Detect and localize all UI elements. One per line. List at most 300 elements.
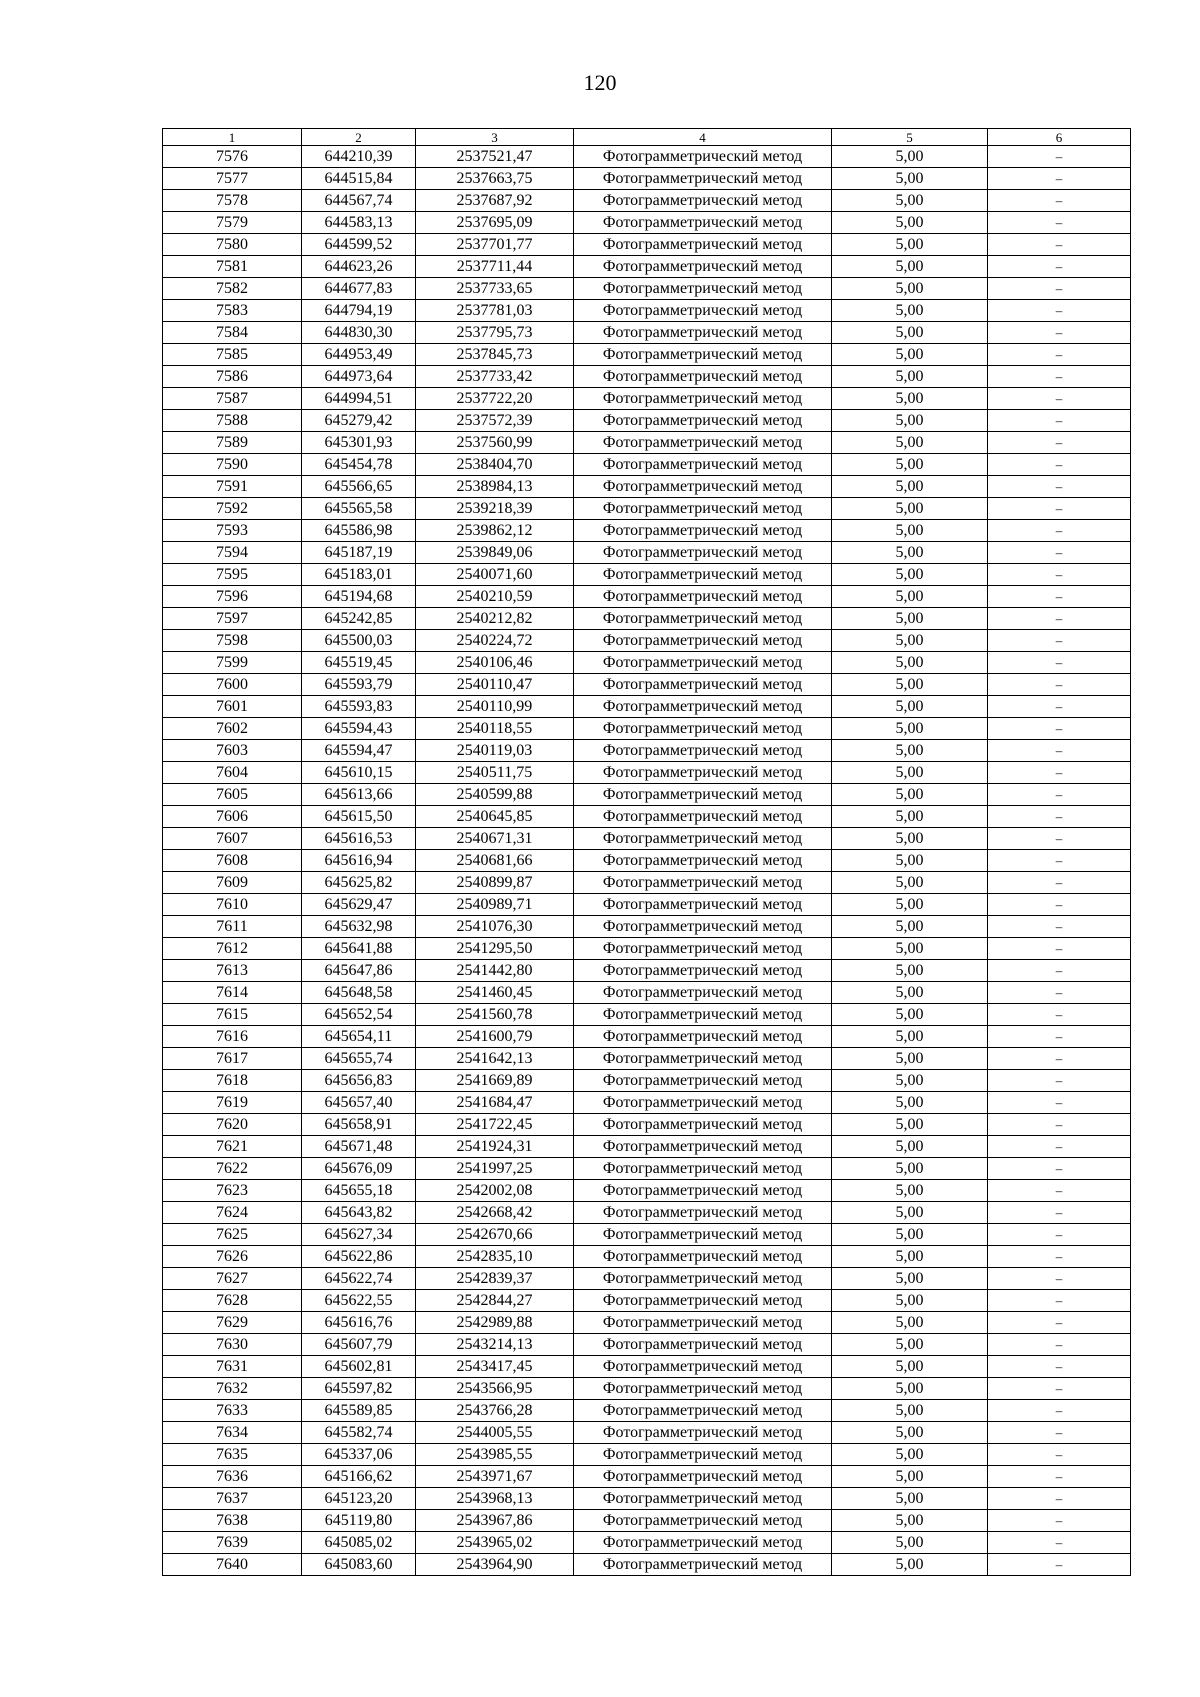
x-coordinate-cell: 645658,91: [302, 1114, 416, 1136]
accuracy-cell: 5,00: [832, 718, 988, 740]
table-row: [163, 1400, 1131, 1422]
table-row: [163, 1158, 1131, 1180]
method-cell: Фотограмметрический метод: [574, 960, 832, 982]
x-coordinate-cell: 645625,82: [302, 872, 416, 894]
y-coordinate-cell: 2539862,12: [416, 520, 574, 542]
point-number-cell: 7583: [163, 300, 302, 322]
point-number-cell: 7596: [163, 586, 302, 608]
y-coordinate-cell: 2541295,50: [416, 938, 574, 960]
note-cell: –: [988, 916, 1131, 938]
y-coordinate-cell: 2537845,73: [416, 344, 574, 366]
point-number-cell: 7608: [163, 850, 302, 872]
point-number-cell: 7620: [163, 1114, 302, 1136]
note-cell: –: [988, 256, 1131, 278]
table-row: [163, 1048, 1131, 1070]
note-cell: –: [988, 938, 1131, 960]
x-coordinate-cell: 645593,79: [302, 674, 416, 696]
method-cell: Фотограмметрический метод: [574, 190, 832, 212]
method-cell: Фотограмметрический метод: [574, 1070, 832, 1092]
y-coordinate-cell: 2544005,55: [416, 1422, 574, 1444]
point-number-cell: 7590: [163, 454, 302, 476]
table-row: [163, 1290, 1131, 1312]
point-number-cell: 7605: [163, 784, 302, 806]
y-coordinate-cell: 2540210,59: [416, 586, 574, 608]
y-coordinate-cell: 2540119,03: [416, 740, 574, 762]
table-row: [163, 586, 1131, 608]
point-number-cell: 7638: [163, 1510, 302, 1532]
table-row: [163, 1444, 1131, 1466]
note-cell: –: [988, 1048, 1131, 1070]
method-cell: Фотограмметрический метод: [574, 1290, 832, 1312]
method-cell: Фотограмметрический метод: [574, 1466, 832, 1488]
accuracy-cell: 5,00: [832, 1136, 988, 1158]
y-coordinate-cell: 2541460,45: [416, 982, 574, 1004]
table-row: [163, 1334, 1131, 1356]
y-coordinate-cell: 2540599,88: [416, 784, 574, 806]
note-cell: –: [988, 300, 1131, 322]
table-row: [163, 278, 1131, 300]
note-cell: –: [988, 630, 1131, 652]
method-cell: Фотограмметрический метод: [574, 1092, 832, 1114]
note-cell: –: [988, 1114, 1131, 1136]
note-cell: –: [988, 410, 1131, 432]
method-cell: Фотограмметрический метод: [574, 322, 832, 344]
accuracy-cell: 5,00: [832, 520, 988, 542]
table-row: [163, 1004, 1131, 1026]
method-cell: Фотограмметрический метод: [574, 498, 832, 520]
table-row: [163, 762, 1131, 784]
method-cell: Фотограмметрический метод: [574, 1268, 832, 1290]
point-number-cell: 7577: [163, 168, 302, 190]
table-row: [163, 1554, 1131, 1576]
accuracy-cell: 5,00: [832, 806, 988, 828]
accuracy-cell: 5,00: [832, 322, 988, 344]
y-coordinate-cell: 2537560,99: [416, 432, 574, 454]
method-cell: Фотограмметрический метод: [574, 872, 832, 894]
point-number-cell: 7639: [163, 1532, 302, 1554]
x-coordinate-cell: 645566,65: [302, 476, 416, 498]
method-cell: Фотограмметрический метод: [574, 432, 832, 454]
table-row: [163, 1422, 1131, 1444]
accuracy-cell: 5,00: [832, 1466, 988, 1488]
y-coordinate-cell: 2541076,30: [416, 916, 574, 938]
point-number-cell: 7586: [163, 366, 302, 388]
note-cell: –: [988, 322, 1131, 344]
method-cell: Фотограмметрический метод: [574, 564, 832, 586]
point-number-cell: 7594: [163, 542, 302, 564]
note-cell: –: [988, 1026, 1131, 1048]
point-number-cell: 7601: [163, 696, 302, 718]
x-coordinate-cell: 644515,84: [302, 168, 416, 190]
x-coordinate-cell: 645083,60: [302, 1554, 416, 1576]
y-coordinate-cell: 2538984,13: [416, 476, 574, 498]
note-cell: –: [988, 1268, 1131, 1290]
x-coordinate-cell: 645655,74: [302, 1048, 416, 1070]
method-cell: Фотограмметрический метод: [574, 1224, 832, 1246]
y-coordinate-cell: 2540110,47: [416, 674, 574, 696]
accuracy-cell: 5,00: [832, 1224, 988, 1246]
point-number-cell: 7632: [163, 1378, 302, 1400]
table-row: [163, 850, 1131, 872]
note-cell: –: [988, 1444, 1131, 1466]
table-row: [163, 872, 1131, 894]
note-cell: –: [988, 1224, 1131, 1246]
method-cell: Фотограмметрический метод: [574, 916, 832, 938]
accuracy-cell: 5,00: [832, 1290, 988, 1312]
accuracy-cell: 5,00: [832, 1202, 988, 1224]
point-number-cell: 7618: [163, 1070, 302, 1092]
y-coordinate-cell: 2537722,20: [416, 388, 574, 410]
point-number-cell: 7602: [163, 718, 302, 740]
x-coordinate-cell: 644953,49: [302, 344, 416, 366]
point-number-cell: 7625: [163, 1224, 302, 1246]
method-cell: Фотограмметрический метод: [574, 1554, 832, 1576]
table-row: [163, 1136, 1131, 1158]
note-cell: –: [988, 718, 1131, 740]
note-cell: –: [988, 476, 1131, 498]
method-cell: Фотограмметрический метод: [574, 1246, 832, 1268]
accuracy-cell: 5,00: [832, 1400, 988, 1422]
point-number-cell: 7576: [163, 146, 302, 168]
accuracy-cell: 5,00: [832, 762, 988, 784]
x-coordinate-cell: 645519,45: [302, 652, 416, 674]
point-number-cell: 7634: [163, 1422, 302, 1444]
y-coordinate-cell: 2540106,46: [416, 652, 574, 674]
table-row: [163, 1268, 1131, 1290]
method-cell: Фотограмметрический метод: [574, 982, 832, 1004]
y-coordinate-cell: 2542839,37: [416, 1268, 574, 1290]
method-cell: Фотограмметрический метод: [574, 696, 832, 718]
note-cell: –: [988, 828, 1131, 850]
y-coordinate-cell: 2540681,66: [416, 850, 574, 872]
note-cell: –: [988, 520, 1131, 542]
note-cell: –: [988, 1136, 1131, 1158]
y-coordinate-cell: 2541924,31: [416, 1136, 574, 1158]
y-coordinate-cell: 2540118,55: [416, 718, 574, 740]
y-coordinate-cell: 2537733,65: [416, 278, 574, 300]
x-coordinate-cell: 644973,64: [302, 366, 416, 388]
column-header: 3: [416, 129, 574, 146]
table-row: [163, 234, 1131, 256]
x-coordinate-cell: 644599,52: [302, 234, 416, 256]
accuracy-cell: 5,00: [832, 784, 988, 806]
method-cell: Фотограмметрический метод: [574, 1444, 832, 1466]
x-coordinate-cell: 645085,02: [302, 1532, 416, 1554]
x-coordinate-cell: 644623,26: [302, 256, 416, 278]
y-coordinate-cell: 2540071,60: [416, 564, 574, 586]
x-coordinate-cell: 644567,74: [302, 190, 416, 212]
x-coordinate-cell: 645166,62: [302, 1466, 416, 1488]
method-cell: Фотограмметрический метод: [574, 1158, 832, 1180]
point-number-cell: 7595: [163, 564, 302, 586]
method-cell: Фотограмметрический метод: [574, 1422, 832, 1444]
x-coordinate-cell: 645647,86: [302, 960, 416, 982]
method-cell: Фотограмметрический метод: [574, 410, 832, 432]
x-coordinate-cell: 645615,50: [302, 806, 416, 828]
table-row: [163, 608, 1131, 630]
x-coordinate-cell: 645586,98: [302, 520, 416, 542]
point-number-cell: 7604: [163, 762, 302, 784]
accuracy-cell: 5,00: [832, 432, 988, 454]
note-cell: –: [988, 1378, 1131, 1400]
y-coordinate-cell: 2541600,79: [416, 1026, 574, 1048]
point-number-cell: 7592: [163, 498, 302, 520]
accuracy-cell: 5,00: [832, 190, 988, 212]
y-coordinate-cell: 2543214,13: [416, 1334, 574, 1356]
point-number-cell: 7613: [163, 960, 302, 982]
table-row: [163, 1246, 1131, 1268]
point-number-cell: 7616: [163, 1026, 302, 1048]
y-coordinate-cell: 2541669,89: [416, 1070, 574, 1092]
point-number-cell: 7593: [163, 520, 302, 542]
table-row: [163, 718, 1131, 740]
point-number-cell: 7585: [163, 344, 302, 366]
accuracy-cell: 5,00: [832, 1180, 988, 1202]
table-row: [163, 410, 1131, 432]
y-coordinate-cell: 2537695,09: [416, 212, 574, 234]
accuracy-cell: 5,00: [832, 388, 988, 410]
method-cell: Фотограмметрический метод: [574, 718, 832, 740]
x-coordinate-cell: 645671,48: [302, 1136, 416, 1158]
table-row: [163, 916, 1131, 938]
y-coordinate-cell: 2542002,08: [416, 1180, 574, 1202]
accuracy-cell: 5,00: [832, 564, 988, 586]
note-cell: –: [988, 1488, 1131, 1510]
table-row: [163, 1202, 1131, 1224]
accuracy-cell: 5,00: [832, 542, 988, 564]
table-row: [163, 1114, 1131, 1136]
y-coordinate-cell: 2541642,13: [416, 1048, 574, 1070]
x-coordinate-cell: 644794,19: [302, 300, 416, 322]
table-body: [163, 146, 1131, 1576]
table-row: [163, 388, 1131, 410]
point-number-cell: 7627: [163, 1268, 302, 1290]
point-number-cell: 7582: [163, 278, 302, 300]
x-coordinate-cell: 645655,18: [302, 1180, 416, 1202]
method-cell: Фотограмметрический метод: [574, 806, 832, 828]
y-coordinate-cell: 2543566,95: [416, 1378, 574, 1400]
accuracy-cell: 5,00: [832, 586, 988, 608]
x-coordinate-cell: 645607,79: [302, 1334, 416, 1356]
point-number-cell: 7612: [163, 938, 302, 960]
table-row: [163, 740, 1131, 762]
accuracy-cell: 5,00: [832, 608, 988, 630]
method-cell: Фотограмметрический метод: [574, 388, 832, 410]
method-cell: Фотограмметрический метод: [574, 1180, 832, 1202]
x-coordinate-cell: 645643,82: [302, 1202, 416, 1224]
accuracy-cell: 5,00: [832, 212, 988, 234]
note-cell: –: [988, 608, 1131, 630]
table-header-row: [163, 129, 1131, 146]
method-cell: Фотограмметрический метод: [574, 278, 832, 300]
note-cell: –: [988, 146, 1131, 168]
point-number-cell: 7630: [163, 1334, 302, 1356]
accuracy-cell: 5,00: [832, 652, 988, 674]
accuracy-cell: 5,00: [832, 1092, 988, 1114]
method-cell: Фотограмметрический метод: [574, 1004, 832, 1026]
point-number-cell: 7607: [163, 828, 302, 850]
table-row: [163, 1488, 1131, 1510]
point-number-cell: 7621: [163, 1136, 302, 1158]
method-cell: Фотограмметрический метод: [574, 828, 832, 850]
point-number-cell: 7636: [163, 1466, 302, 1488]
note-cell: –: [988, 1510, 1131, 1532]
note-cell: –: [988, 696, 1131, 718]
column-header: 6: [988, 129, 1131, 146]
note-cell: –: [988, 1532, 1131, 1554]
method-cell: Фотограмметрический метод: [574, 1114, 832, 1136]
accuracy-cell: 5,00: [832, 300, 988, 322]
method-cell: Фотограмметрический метод: [574, 146, 832, 168]
x-coordinate-cell: 644583,13: [302, 212, 416, 234]
table-row: [163, 674, 1131, 696]
note-cell: –: [988, 366, 1131, 388]
method-cell: Фотограмметрический метод: [574, 1026, 832, 1048]
y-coordinate-cell: 2537701,77: [416, 234, 574, 256]
note-cell: –: [988, 586, 1131, 608]
accuracy-cell: 5,00: [832, 366, 988, 388]
point-number-cell: 7578: [163, 190, 302, 212]
table-row: [163, 212, 1131, 234]
accuracy-cell: 5,00: [832, 256, 988, 278]
table-row: [163, 520, 1131, 542]
point-number-cell: 7609: [163, 872, 302, 894]
y-coordinate-cell: 2540989,71: [416, 894, 574, 916]
point-number-cell: 7588: [163, 410, 302, 432]
table-row: [163, 146, 1131, 168]
accuracy-cell: 5,00: [832, 1158, 988, 1180]
table-row: [163, 1092, 1131, 1114]
point-number-cell: 7597: [163, 608, 302, 630]
accuracy-cell: 5,00: [832, 740, 988, 762]
method-cell: Фотограмметрический метод: [574, 256, 832, 278]
x-coordinate-cell: 645641,88: [302, 938, 416, 960]
y-coordinate-cell: 2537663,75: [416, 168, 574, 190]
table-row: [163, 806, 1131, 828]
table-row: [163, 1180, 1131, 1202]
table-row: [163, 190, 1131, 212]
table-row: [163, 960, 1131, 982]
method-cell: Фотограмметрический метод: [574, 586, 832, 608]
table-row: [163, 454, 1131, 476]
method-cell: Фотограмметрический метод: [574, 938, 832, 960]
table-row: [163, 1378, 1131, 1400]
method-cell: Фотограмметрический метод: [574, 366, 832, 388]
point-number-cell: 7598: [163, 630, 302, 652]
table-row: [163, 1070, 1131, 1092]
method-cell: Фотограмметрический метод: [574, 1356, 832, 1378]
accuracy-cell: 5,00: [832, 674, 988, 696]
method-cell: Фотограмметрический метод: [574, 454, 832, 476]
y-coordinate-cell: 2542844,27: [416, 1290, 574, 1312]
accuracy-cell: 5,00: [832, 454, 988, 476]
table-row: [163, 784, 1131, 806]
x-coordinate-cell: 645194,68: [302, 586, 416, 608]
accuracy-cell: 5,00: [832, 1114, 988, 1136]
point-number-cell: 7624: [163, 1202, 302, 1224]
accuracy-cell: 5,00: [832, 1422, 988, 1444]
y-coordinate-cell: 2537795,73: [416, 322, 574, 344]
method-cell: Фотограмметрический метод: [574, 1136, 832, 1158]
accuracy-cell: 5,00: [832, 872, 988, 894]
point-number-cell: 7626: [163, 1246, 302, 1268]
y-coordinate-cell: 2538404,70: [416, 454, 574, 476]
x-coordinate-cell: 645616,94: [302, 850, 416, 872]
accuracy-cell: 5,00: [832, 476, 988, 498]
x-coordinate-cell: 645594,43: [302, 718, 416, 740]
accuracy-cell: 5,00: [832, 828, 988, 850]
x-coordinate-cell: 645622,55: [302, 1290, 416, 1312]
note-cell: –: [988, 850, 1131, 872]
point-number-cell: 7579: [163, 212, 302, 234]
accuracy-cell: 5,00: [832, 938, 988, 960]
accuracy-cell: 5,00: [832, 1026, 988, 1048]
y-coordinate-cell: 2542670,66: [416, 1224, 574, 1246]
point-number-cell: 7633: [163, 1400, 302, 1422]
coordinates-table: [162, 128, 1131, 1576]
x-coordinate-cell: 645632,98: [302, 916, 416, 938]
table-row: [163, 366, 1131, 388]
note-cell: –: [988, 1312, 1131, 1334]
x-coordinate-cell: 645648,58: [302, 982, 416, 1004]
x-coordinate-cell: 645589,85: [302, 1400, 416, 1422]
y-coordinate-cell: 2540645,85: [416, 806, 574, 828]
method-cell: Фотограмметрический метод: [574, 1378, 832, 1400]
table-row: [163, 1466, 1131, 1488]
table-row: [163, 1224, 1131, 1246]
table-row: [163, 1026, 1131, 1048]
method-cell: Фотограмметрический метод: [574, 1202, 832, 1224]
point-number-cell: 7587: [163, 388, 302, 410]
y-coordinate-cell: 2543964,90: [416, 1554, 574, 1576]
method-cell: Фотограмметрический метод: [574, 652, 832, 674]
note-cell: –: [988, 1554, 1131, 1576]
accuracy-cell: 5,00: [832, 696, 988, 718]
note-cell: –: [988, 1180, 1131, 1202]
method-cell: Фотограмметрический метод: [574, 674, 832, 696]
table-row: [163, 1532, 1131, 1554]
accuracy-cell: 5,00: [832, 960, 988, 982]
accuracy-cell: 5,00: [832, 1356, 988, 1378]
y-coordinate-cell: 2540212,82: [416, 608, 574, 630]
accuracy-cell: 5,00: [832, 1312, 988, 1334]
x-coordinate-cell: 645279,42: [302, 410, 416, 432]
point-number-cell: 7617: [163, 1048, 302, 1070]
y-coordinate-cell: 2543971,67: [416, 1466, 574, 1488]
point-number-cell: 7610: [163, 894, 302, 916]
accuracy-cell: 5,00: [832, 168, 988, 190]
x-coordinate-cell: 645654,11: [302, 1026, 416, 1048]
table-row: [163, 1356, 1131, 1378]
note-cell: –: [988, 454, 1131, 476]
table-row: [163, 894, 1131, 916]
x-coordinate-cell: 644994,51: [302, 388, 416, 410]
y-coordinate-cell: 2540224,72: [416, 630, 574, 652]
point-number-cell: 7629: [163, 1312, 302, 1334]
note-cell: –: [988, 1202, 1131, 1224]
accuracy-cell: 5,00: [832, 234, 988, 256]
note-cell: –: [988, 894, 1131, 916]
x-coordinate-cell: 645616,53: [302, 828, 416, 850]
accuracy-cell: 5,00: [832, 344, 988, 366]
x-coordinate-cell: 645582,74: [302, 1422, 416, 1444]
note-cell: –: [988, 344, 1131, 366]
method-cell: Фотограмметрический метод: [574, 520, 832, 542]
note-cell: –: [988, 1158, 1131, 1180]
note-cell: –: [988, 982, 1131, 1004]
y-coordinate-cell: 2543417,45: [416, 1356, 574, 1378]
y-coordinate-cell: 2541560,78: [416, 1004, 574, 1026]
